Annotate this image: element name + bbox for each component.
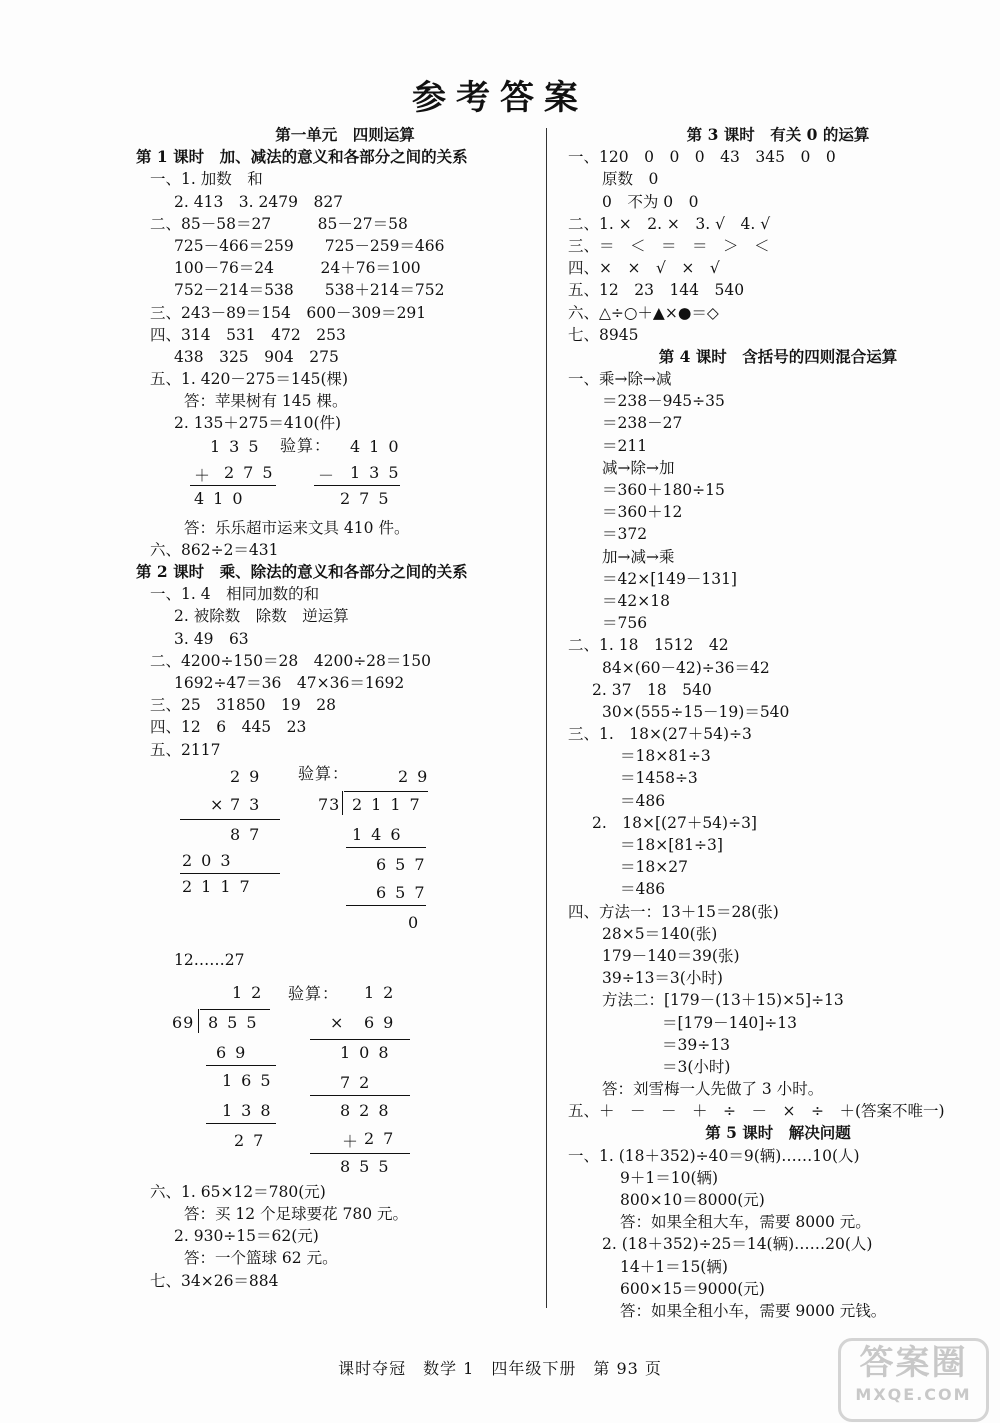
calc-digit: 0 [408, 912, 428, 932]
answer-line: 四、314 531 472 253 [150, 325, 346, 344]
answer-line: 方法二：[179－(13＋15)×5]÷13 [602, 991, 844, 1010]
answer-line: 30×(555÷15－19)＝540 [602, 702, 790, 721]
calc-digit: 275 [224, 462, 282, 482]
lesson3-heading: 第 3 课时 有关 0 的运算 [686, 125, 870, 144]
answer-line: 四、方法一：13＋15＝28(张) [568, 902, 779, 921]
lesson4-heading: 第 4 课时 含括号的四则混合运算 [658, 346, 898, 366]
answer-line: 加→减→乘 [602, 547, 675, 566]
answer-line: 答：买 12 个足球要花 780 元。 [184, 1205, 409, 1224]
answer-line: 三、＝ ＜ ＝ ＝ ＞ ＜ [568, 236, 770, 255]
calc-digit: 72 [340, 1072, 379, 1092]
page-title: 参考答案 [412, 78, 588, 118]
answer-line: 二、1. × 2. × 3. √ 4. √ [568, 214, 771, 233]
answer-line: ＝372 [602, 525, 648, 544]
calc-digit: 29 [398, 766, 437, 786]
answer-line: 2. (18＋352)÷25＝14(辆)……20(人) [602, 1235, 873, 1254]
answer-line: 1692÷47＝36 47×36＝1692 [174, 673, 405, 692]
answer-line: 三、1. 18×(27＋54)÷3 [568, 725, 752, 744]
answer-line: 14＋1＝15(辆) [620, 1257, 728, 1276]
multiplication-vertical-calc [150, 763, 540, 945]
answer-line: ＝1458÷3 [620, 769, 698, 788]
calc-digit: 410 [350, 436, 408, 456]
calc-digit: 87 [230, 824, 269, 844]
answer-line: 答：一个篮球 62 元。 [184, 1249, 338, 1268]
calc-op: × [210, 794, 233, 814]
answer-line: 28×5＝140(张) [602, 924, 718, 943]
lesson5-heading: 第 5 课时 解决问题 [705, 1123, 851, 1143]
answer-line: ＝18×[81÷3] [620, 836, 723, 854]
answer-line: ＝486 [620, 791, 666, 810]
answer-line: 七、34×26＝884 [150, 1271, 279, 1290]
answer-line: 原数 0 [602, 170, 659, 189]
answer-line: ＝42×18 [602, 591, 670, 610]
answer-line: ＝360＋12 [602, 503, 683, 522]
watermark-text: 答案圈 [859, 1343, 968, 1383]
calc-digit: 138 [222, 1100, 280, 1120]
calc-digit: 27 [234, 1130, 273, 1150]
page-footer: 课时夺冠 数学 1 四年级下册 第 93 页 [338, 1359, 662, 1378]
answer-line: 3. 49 63 [174, 629, 249, 648]
answer-line: ＝211 [602, 436, 648, 455]
calc-digit: 27 [364, 1128, 403, 1148]
answer-line: 39÷13＝3(小时) [602, 969, 723, 988]
answer-line: ＝360＋180÷15 [602, 481, 725, 499]
answer-line: 752－214＝538 538＋214＝752 [174, 281, 445, 300]
calc-digit: 657 [376, 882, 434, 902]
answer-line: 100－76＝24 24＋76＝100 [174, 259, 421, 278]
left-column [136, 124, 540, 1292]
answer-line: 答：苹果树有 145 棵。 [184, 392, 348, 411]
calc-digit: 2117 [182, 876, 259, 896]
answer-line: 六、862÷2＝431 [150, 540, 279, 559]
answer-line: ＝238－945÷35 [602, 392, 725, 411]
answer-line: 五、1. 420－275＝145(棵) [150, 370, 349, 389]
answer-line: 四、12 6 445 23 [150, 718, 307, 737]
answer-line: 答：刘雪梅一人先做了 3 小时。 [602, 1080, 824, 1099]
answer-line: 五、12 23 144 540 [568, 281, 745, 300]
answer-line: 600×15＝9000(元) [620, 1279, 765, 1298]
answer-line: ＝238－27 [602, 414, 683, 433]
answer-line: ＝3(小时) [662, 1057, 731, 1076]
calc-digit: 73 [230, 794, 269, 814]
answer-line: ＝18×81÷3 [620, 747, 711, 766]
calc-op: ＋ [342, 1131, 368, 1151]
answer-line: 一、1. 4 相同加数的和 [150, 585, 320, 604]
answer-line: 438 325 904 275 [174, 347, 339, 366]
answer-line: 三、25 31850 19 28 [150, 696, 336, 715]
calc-digit: 69 [364, 1012, 403, 1032]
calc-digit: 12 [364, 982, 403, 1002]
calc-op: － [318, 465, 344, 485]
answer-line: 9＋1＝10(辆) [620, 1168, 719, 1187]
answer-line: ＝42×[149－131] [602, 569, 737, 588]
check-label: 验算： [288, 983, 340, 1003]
calc-digit: 135 [350, 462, 408, 482]
calc-digit: 29 [230, 766, 269, 786]
watermark-logo [838, 1338, 989, 1422]
lesson2-heading: 第 2 课时 乘、除法的意义和各部分之间的关系 [136, 562, 468, 581]
calc-digit: 855 [340, 1156, 398, 1176]
answer-line: 七、8945 [568, 325, 639, 344]
calc-digit: 165 [222, 1070, 280, 1090]
answer-line: 答：乐乐超市运来文具 410 件。 [184, 518, 410, 537]
answer-line: 2. 18×[(27＋54)÷3] [592, 813, 757, 832]
column-divider [546, 128, 547, 1308]
check-label: 验算： [280, 435, 332, 455]
calc-digit: 135 [210, 436, 268, 456]
answer-line: 四、× × √ × √ [568, 259, 720, 278]
answer-line: 答：如果全租大车，需要 8000 元。 [620, 1213, 871, 1232]
answer-line: 五、＋ － － ＋ ÷ － × ÷ ＋(答案不唯一) [568, 1102, 945, 1121]
answer-line: 84×(60－42)÷36＝42 [602, 658, 770, 677]
watermark-url: MXQE.COM [855, 1385, 972, 1404]
answer-line: 答：如果全租小车，需要 9000 元钱。 [620, 1301, 887, 1320]
calc-digit: 69 [216, 1042, 255, 1062]
division-vertical-calc [150, 981, 540, 1177]
answer-line: 一、120 0 0 0 43 345 0 0 [568, 148, 836, 167]
calc-digit: 657 [376, 854, 434, 874]
answer-line: 2. 930÷15＝62(元) [174, 1227, 319, 1246]
answer-line: 2. 135＋275＝410(件) [174, 414, 342, 433]
calc-digit: 855 [208, 1012, 266, 1032]
calc-digit: 108 [340, 1042, 398, 1062]
answer-line: 2. 37 18 540 [592, 680, 712, 699]
answer-line: ＝39÷13 [662, 1035, 730, 1054]
answer-line: ＝18×27 [620, 858, 688, 877]
answer-line: 2. 413 3. 2479 827 [174, 192, 344, 211]
calc-op: × [330, 1012, 353, 1032]
answer-line: ＝756 [602, 614, 648, 633]
right-column [568, 124, 988, 1322]
answer-line: 一、1. 加数 和 [150, 170, 263, 189]
calc-digit: 275 [340, 488, 398, 508]
calc-op: ＋ [194, 465, 220, 485]
lesson1-heading: 第 1 课时 加、减法的意义和各部分之间的关系 [136, 147, 468, 167]
answer-line: 800×10＝8000(元) [620, 1191, 765, 1209]
answer-line: 三、243－89＝154 600－309＝291 [150, 303, 427, 322]
answer-line: 减→除→加 [602, 458, 675, 477]
answer-line: 179－140＝39(张) [602, 946, 740, 965]
calc-digit: 2117 [352, 794, 429, 814]
calc-digit: 828 [340, 1100, 398, 1120]
unit-heading: 第一单元 四则运算 [275, 125, 415, 144]
calc-divisor: 69 [172, 1012, 195, 1032]
answer-line: 五、2117 [150, 740, 221, 759]
answer-line: 一、1. (18＋352)÷40＝9(辆)……10(人) [568, 1146, 860, 1165]
calc-digit: 410 [194, 488, 252, 508]
answer-line: ＝486 [620, 880, 666, 899]
answer-line: 0 不为 0 0 [602, 192, 699, 211]
calc-digit: 12 [232, 982, 271, 1002]
answer-line: 2. 被除数 除数 逆运算 [174, 607, 349, 626]
calc-digit: 146 [352, 824, 410, 844]
calc-divisor: 73 [318, 794, 341, 814]
division-result: 12……27 [174, 950, 245, 969]
check-label: 验算： [298, 763, 350, 783]
calc-digit: 203 [182, 850, 240, 870]
answer-line: 725－466＝259 725－259＝466 [174, 236, 445, 255]
answer-line: 一、乘→除→减 [568, 370, 672, 389]
answer-line: ＝[179－140]÷13 [662, 1013, 797, 1032]
answer-line: 二、85－58＝27 85－27＝58 [150, 214, 408, 233]
addition-vertical-calc [150, 437, 540, 513]
answer-line: 六、△÷○＋▲×●＝◇ [568, 303, 719, 322]
answer-line: 二、4200÷150＝28 4200÷28＝150 [150, 651, 431, 670]
answer-line: 二、1. 18 1512 42 [568, 636, 729, 655]
answer-line: 六、1. 65×12＝780(元) [150, 1182, 326, 1201]
